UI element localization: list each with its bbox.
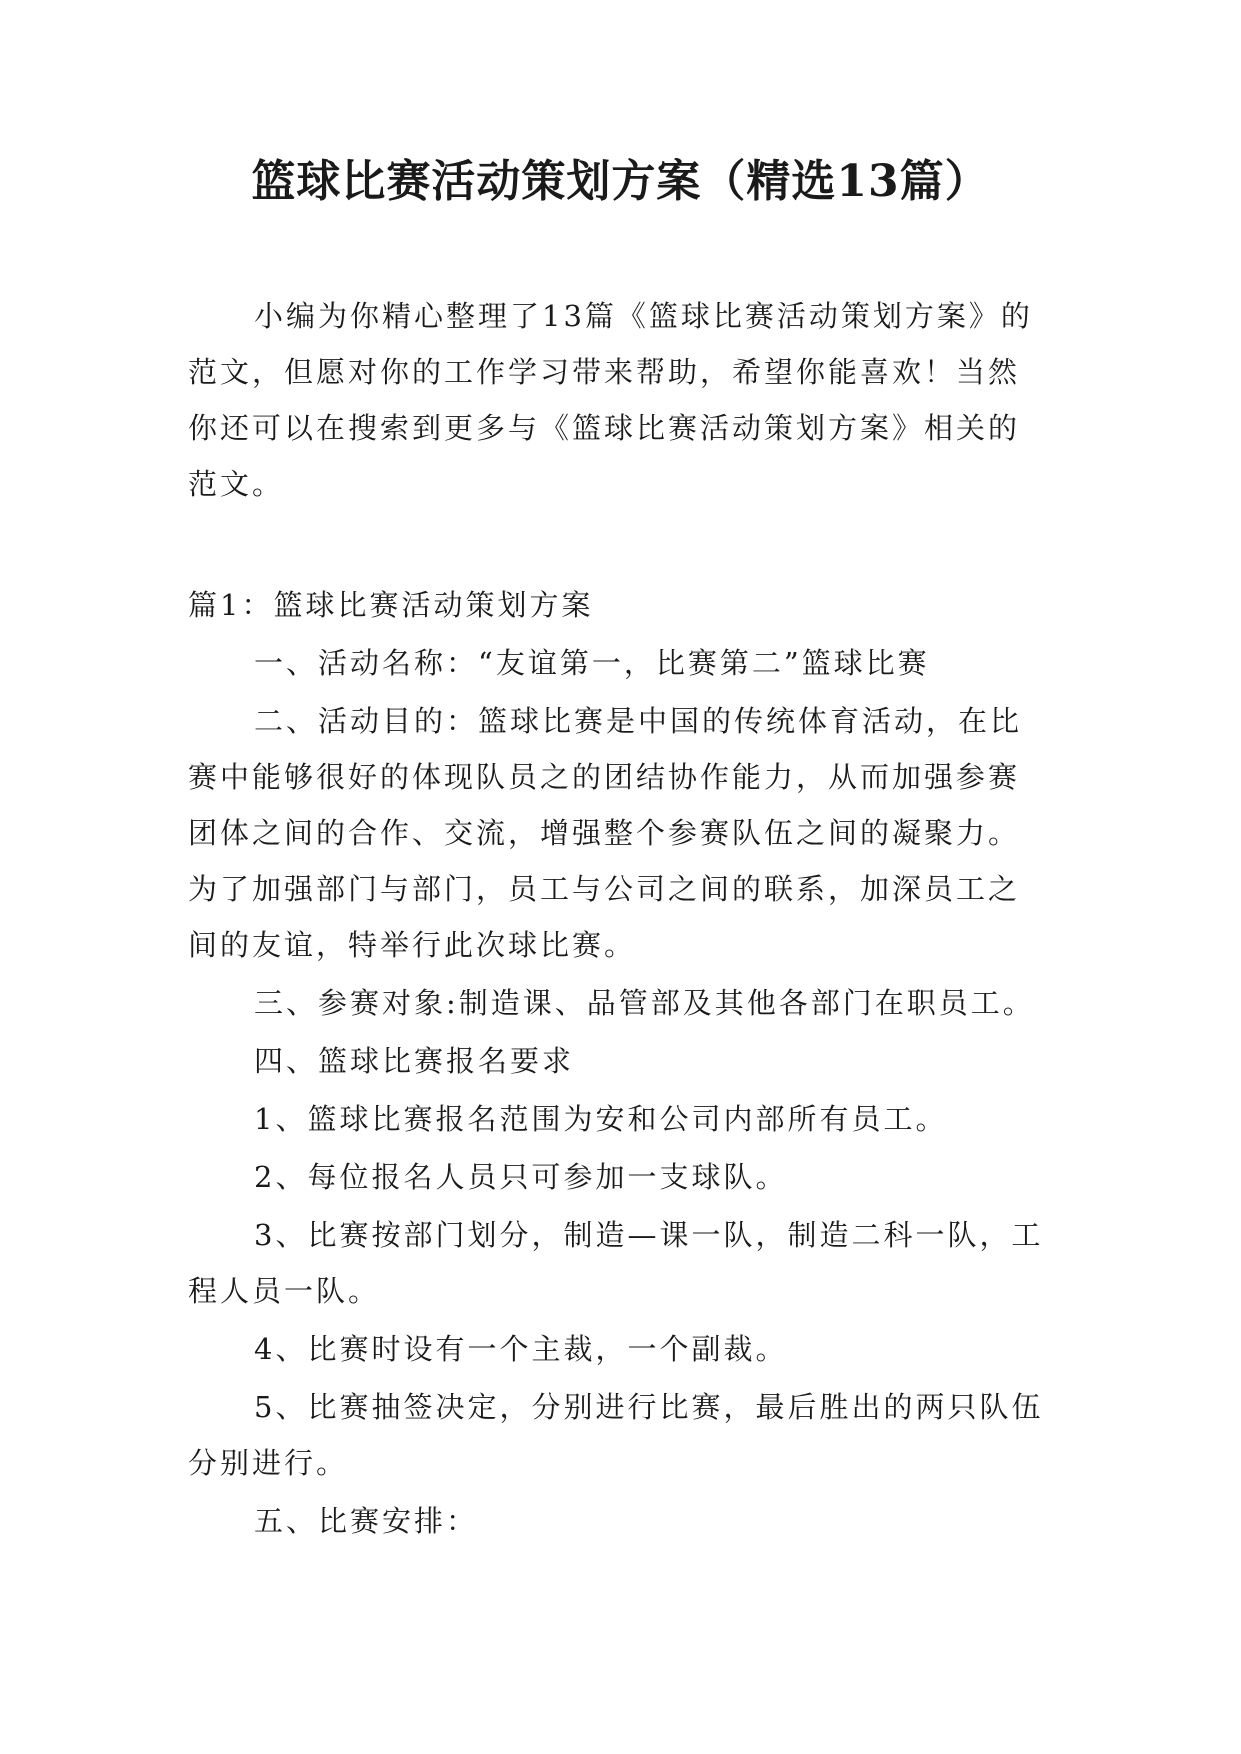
paragraph-registration-item-1: 1、篮球比赛报名范围为安和公司内部所有员工。 [254,1102,948,1136]
paragraph-registration-item-3: 3、比赛按部门划分，制造—课一队，制造二科一队，工程人员一队。 [188,1218,1044,1308]
intro-block [188,288,1048,512]
paragraph-participants: 三、参赛对象:制造课、品管部及其他各部门在职员工。 [254,986,1035,1020]
paragraph-registration-item-2: 2、每位报名人员只可参加一支球队。 [254,1160,788,1194]
paragraph-registration-heading: 四、篮球比赛报名要求 [254,1044,575,1078]
paragraph-activity-name: 一、活动名称：“友谊第一，比赛第二”篮球比赛 [254,646,930,680]
section-heading: 篇1：篮球比赛活动策划方案 [188,588,594,622]
paragraph-registration-item-5: 5、比赛抽签决定，分别进行比赛，最后胜出的两只队伍分别进行。 [188,1390,1044,1480]
paragraph-activity-purpose: 二、活动目的：篮球比赛是中国的传统体育活动，在比赛中能够很好的体现队员之的团结协作能力，从而加强参赛团体之间的合作、交流，增强整个参赛队伍之间的凝聚力。为了加强部门与部门，员工与公司之间的联系，加深员工之间的友谊，特举行此次球比赛。 [188,704,1023,962]
paragraph-registration-item-4: 4、比赛时设有一个主裁，一个副裁。 [254,1332,788,1366]
paragraph-schedule-heading: 五、比赛安排： [254,1504,479,1538]
intro-paragraph: 小编为你精心整理了13篇《篮球比赛活动策划方案》的范文，但愿对你的工作学习带来帮助，希望你能喜欢！当然你还可以在搜索到更多与《篮球比赛活动策划方案》相关的范文。 [188,299,1033,501]
section-block [188,577,1048,1549]
document-title: 篮球比赛活动策划方案（精选13篇） [251,156,990,207]
